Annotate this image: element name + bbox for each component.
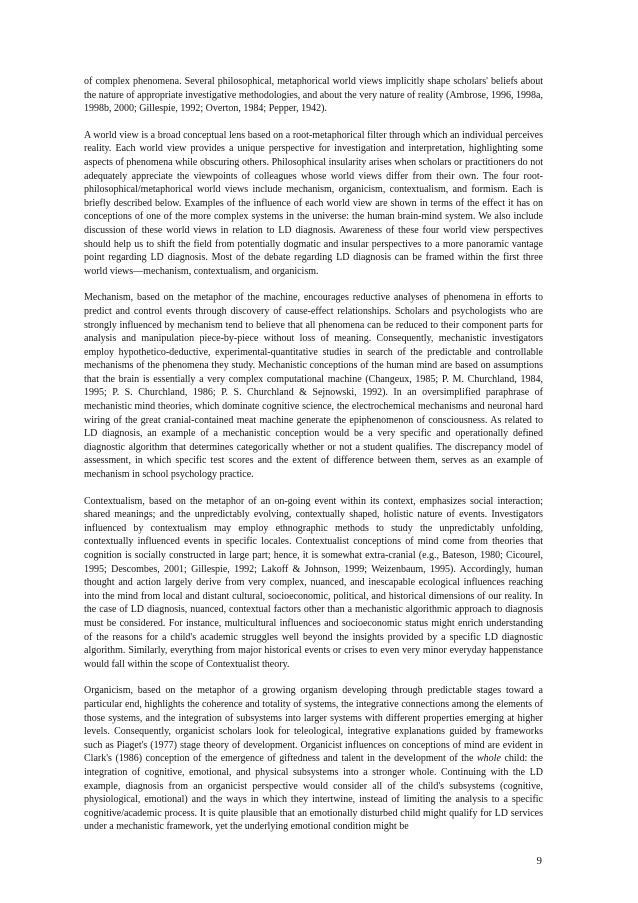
paragraph-organicism — [84, 684, 543, 834]
organicism-text-after: child: the integration of cognitive, emotional, and physical subsystems into a stronger whole. Continuing with the LD example, diagnosis from an organicist perspective would consider all of the child's subsystems (cognitive, physiological, emotional) and the ways in which they intertwine, instead of limiting the analysis to a specific cognitive/academic process. It is quite plausible that an emotionally disturbed child might qualify for LD services under a mechanistic framework, yet the underlying emotional condition might be — [84, 753, 543, 833]
paragraph-world-view: A world view is a broad conceptual lens based on a root-metaphorical filter through which an individual perceives reality. Each world view provides a unique perspective for investigation and interpretation, highlighting some aspects of phenomena while obscuring others. Philosophical insularity arises when scholars or practitioners do not adequately appreciate the viewpoints of colleagues whose world views differ from their own. The four root-philosophical/metaphorical world views include mechanism, organicism, contextualism, and formism. Each is briefly described below. Examples of the influence of each world view are shown in terms of the effect it has on conceptions of one of the more complex systems in the universe: the human brain-mind system. We also include discussion of these world views in relation to LD diagnosis. Awareness of these four world view perspectives should help us to shift the field from potentially dogmatic and insular perspectives to a more panoramic vantage point regarding LD diagnosis. Most of the debate regarding LD diagnosis can be framed within the first three world views—mechanism, contextualism, and organicism. — [84, 129, 543, 277]
organicism-text-before: Organicism, based on the metaphor of a growing organism developing through predictable stages toward a particular end, highlights the coherence and totality of systems, the integrative connections among the elements of those systems, and the integration of subsystems into larger systems with different properties emerging at higher levels. Consequently, organicist scholars look for teleological, integrative explanations guided by frameworks such as Piaget's (1977) stage theory of development. Organicist influences on conceptions of mind are evident in Clark's (1986) conception of the emergence of giftedness and talent in the development of the — [84, 685, 543, 765]
paragraph-1-continuation: of complex phenomena. Several philosophical, metaphorical world views implicitly shape scholars' beliefs about the nature of appropriate investigative methodologies, and about the very nature of reality (Ambrose, 1996, 1998a, 1998b, 2000; Gillespie, 1992; Overton, 1984; Pepper, 1942). — [84, 76, 543, 115]
paragraph-mechanism: Mechanism, based on the metaphor of the machine, encourages reductive analyses of phenomena in efforts to predict and control events through discovery of cause-effect relationships. Scholars and psychologists who are strongly influenced by mechanism tend to believe that all phenomena can be reduced to their component parts for analysis and manipulation piece-by-piece without loss of meaning. Consequently, mechanistic investigators employ hypothetico-deductive, experimental-quantitative studies in search of the predictable and controllable mechanisms of the phenomena they study. Mechanistic conceptions of the human mind are based on assumptions that the brain is essentially a very complex computational machine (Changeux, 1985; P. M. Churchland, 1984, 1995; P. S. Churchland, 1986; P. S. Churchland & Sejnowski, 1992). In an oversimplified paraphrase of mechanistic mind theories, which dominate cognitive science, the electrochemical mechanisms and neuronal hard wiring of the great cranial-contained meat machine generate the epiphenomenon of consciousness. As related to LD diagnosis, an example of a mechanistic conception would be a very specific and operationally defined diagnostic algorithm that determines categorically whether or not a student qualifies. The discrepancy model of assessment, in which specific test scores and the extent of difference between them, serves as an example of mechanism in school psychology practice. — [84, 292, 543, 481]
body-text — [84, 75, 543, 834]
emphasis-whole: whole — [477, 753, 501, 765]
page-number: 9 — [536, 855, 542, 867]
paragraph-contextualism: Contextualism, based on the metaphor of an on-going event within its context, emphasizes social interaction; shared meanings; and the unpredictably evolving, contextually shaped, holistic nature of events. Investigators influenced by contextualism may employ ethnographic methods to study the unpredictably unfolding, contextually influenced events in specific locales. Contextualist conceptions of mind come from theories that cognition is socially constructed in large part; hence, it is somewhat extra-cranial (e.g., Bateson, 1980; Cicourel, 1995; Descombes, 2001; Gillespie, 1992; Lakoff & Johnson, 1999; Weizenbaum, 1995). Accordingly, human thought and action largely derive from very complex, nuanced, and inescapable ecological influences reaching into the mind from local and distant cultural, socioeconomic, political, and historical dimensions of our reality. In the case of LD diagnosis, nuanced, contextual factors other than a mechanistic algorithmic approach to diagnosis must be considered. For instance, multicultural influences and socioeconomic status might enrich understanding of the reasons for a child's academic struggles well beyond the insights provided by a specific LD diagnostic algorithm. Similarly, everything from major historical events or crises to even very minor everyday happenstance would fall within the scope of Contextualist theory. — [84, 495, 543, 670]
